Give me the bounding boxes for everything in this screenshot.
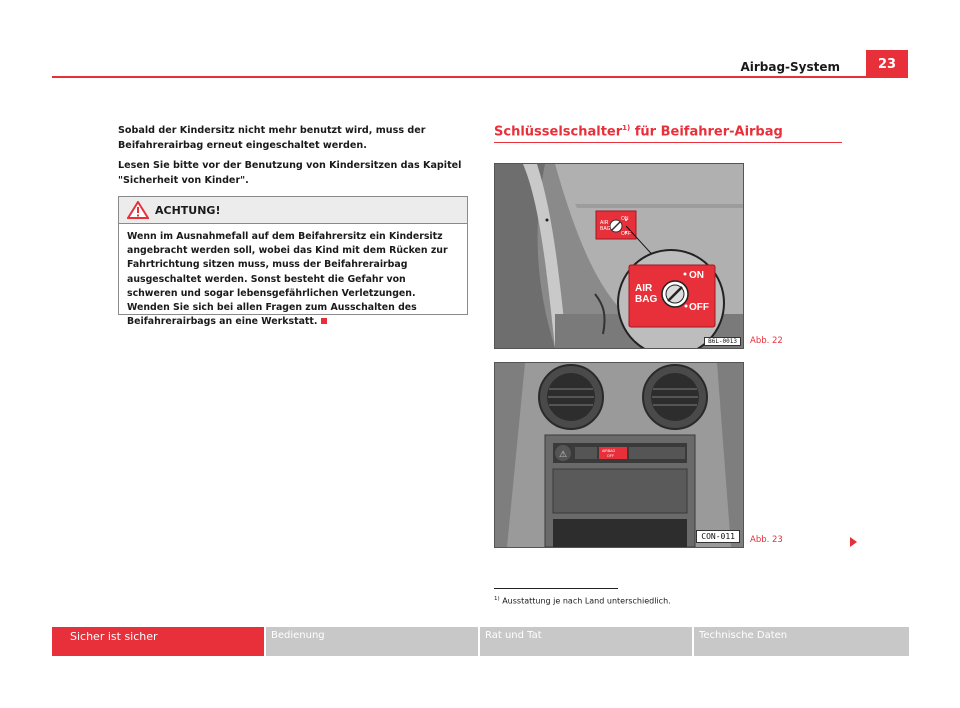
section-title — [494, 124, 783, 139]
warning-header — [119, 197, 467, 224]
section-title-part-b: für Beifahrer-Airbag — [630, 124, 783, 140]
figure-code: CON-011 — [696, 530, 740, 543]
figure-caption-23: Abb. 23 — [750, 535, 783, 545]
small-switch-on-label: ON — [621, 216, 629, 222]
footnote-reference: 1) — [622, 124, 631, 132]
small-switch-bag-label: BAG — [600, 226, 611, 232]
dashboard-illustration — [495, 363, 743, 547]
section-title-rule — [494, 142, 842, 143]
body-paragraph-1: Sobald der Kindersitz nicht mehr benutzt wird, muss der Beifahrerairbag erneut eingeschaltet werden. — [118, 125, 426, 151]
small-switch-air-label: AIR — [600, 220, 609, 226]
footnote-mark: 1) — [494, 596, 500, 602]
running-header-title: Airbag-System — [740, 60, 840, 74]
nav-tab-sicher-ist-sicher[interactable]: Sicher ist sicher — [52, 627, 264, 656]
chapter-navigation — [52, 627, 909, 656]
nav-tab-rat-und-tat[interactable]: Rat und Tat — [480, 627, 692, 656]
figure-airbag-key-switch — [494, 163, 744, 349]
footnote-text: Ausstattung je nach Land unterschiedlich. — [499, 596, 671, 606]
warning-title: ACHTUNG! — [155, 203, 221, 217]
small-switch-off-label: OFF — [621, 231, 631, 237]
warning-body — [119, 224, 467, 335]
hazard-icon: ⚠ — [559, 450, 568, 460]
footnote-rule — [494, 588, 618, 589]
warning-text: Wenn im Ausnahmefall auf dem Beifahrersitz ein Kindersitz angebracht werden soll, wobei das Kind mit dem Rücken zur Fahrtrichtung sitzen muss, muss der Beifahrerairbag ausgeschaltet werden. Sonst besteht die Gefahr von schweren und sogar lebensgefährlichen Verletzungen. Wenden Sie sich bei allen Fragen zum Ausschalten des Beifahrerairbags an eine Werkstatt. — [127, 231, 448, 328]
section-end-marker — [321, 318, 327, 324]
key-switch-illustration — [495, 164, 743, 348]
switch-bag-label: BAG — [635, 294, 658, 305]
left-column — [118, 124, 468, 194]
warning-box — [118, 196, 468, 328]
nav-tab-bedienung[interactable]: Bedienung — [266, 627, 478, 656]
continue-arrow-icon[interactable] — [850, 537, 857, 547]
body-paragraph-2: Lesen Sie bitte vor der Benutzung von Kindersitzen das Kapitel "Sicherheit von Kinder". — [118, 160, 462, 186]
switch-air-label: AIR — [635, 283, 653, 294]
nav-tab-technische-daten[interactable]: Technische Daten — [694, 627, 909, 656]
airbag-off-label-2: OFF — [607, 454, 614, 458]
footnote — [494, 596, 671, 606]
figure-caption-22: Abb. 22 — [750, 336, 783, 346]
warning-triangle-icon — [127, 201, 149, 219]
switch-on-label: ON — [689, 270, 704, 281]
switch-off-label: OFF — [689, 302, 709, 313]
section-title-part-a: Schlüsselschalter — [494, 124, 623, 140]
airbag-off-label-1: AIRBAG — [602, 449, 616, 453]
figure-code: B6L-0013 — [704, 337, 741, 346]
header-rule — [52, 76, 907, 78]
page-number: 23 — [866, 50, 908, 78]
figure-dashboard-console — [494, 362, 744, 548]
